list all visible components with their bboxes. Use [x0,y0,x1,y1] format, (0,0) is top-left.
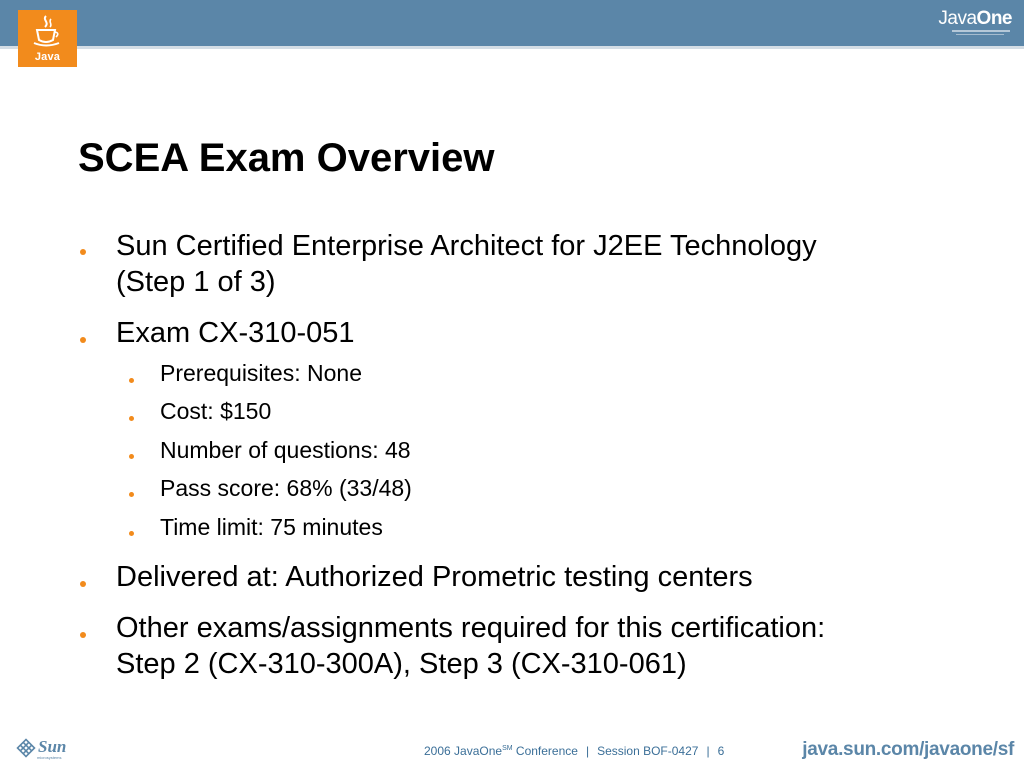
footer-conference-name: 2006 JavaOne [424,744,503,758]
sun-logo-subtitle: microsystems [37,755,62,760]
slide-title: SCEA Exam Overview [78,136,495,180]
footer-conference-info [424,743,724,759]
sub-bullet-item: Number of questions: 48 [160,437,411,463]
footer-separator: | [706,744,710,758]
footer-service-mark: SM [502,745,513,752]
bullet-dot-icon [80,581,86,587]
javaone-wordmark: JavaOne [938,8,1012,29]
bullet-dot-icon [80,337,86,343]
sub-bullet-item: Cost: $150 [160,398,272,424]
sun-microsystems-logo [16,738,68,762]
sub-bullet-item: Prerequisites: None [160,360,362,386]
bullet-dot-icon [129,378,134,383]
sun-logo-icon [16,738,36,758]
bullet-item-line: (Step 1 of 3) [116,266,276,298]
bullet-dot-icon [129,454,134,459]
bullet-dot-icon [80,632,86,638]
sub-bullet-item: Pass score: 68% (33/48) [160,475,412,501]
bullet-dot-icon [129,416,134,421]
java-logo-text: Java [34,51,61,63]
sun-logo-word: Sun [38,737,67,756]
footer-session: Session BOF-0427 [597,744,699,758]
footer-url: java.sun.com/javaone/sf [802,739,1014,760]
bullet-item-line: Sun Certified Enterprise Architect for J2EE Technology [116,230,817,262]
bullet-dot-icon [80,249,86,255]
bullet-dot-icon [129,531,134,536]
bullet-item-line: Exam CX-310-051 [116,317,355,349]
footer-conference-suffix: Conference [512,744,578,758]
bullet-item-line: Delivered at: Authorized Prometric testing centers [116,561,753,593]
sub-bullet-item: Time limit: 75 minutes [160,514,383,540]
bullet-item-line: Step 2 (CX-310-300A), Step 3 (CX-310-061) [116,648,687,680]
bullet-dot-icon [129,492,134,497]
footer-page-number: 6 [717,744,725,758]
footer-separator: | [585,744,590,758]
bullet-item-line: Other exams/assignments required for this certification: [116,612,826,644]
